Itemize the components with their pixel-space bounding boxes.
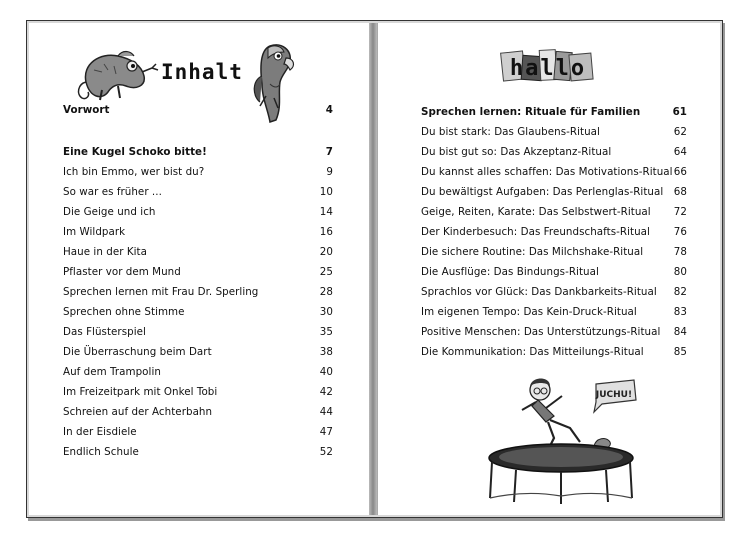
hallo-sign <box>500 46 596 86</box>
parrot-icon <box>248 40 300 126</box>
chameleon-icon <box>72 42 160 106</box>
book-gutter <box>369 23 377 515</box>
page-title: Inhalt <box>161 60 243 84</box>
hallo-sign-text: hallo <box>509 56 587 81</box>
speech-bubble-text: JUCHU! <box>595 390 633 400</box>
trampoline-icon <box>486 440 636 506</box>
